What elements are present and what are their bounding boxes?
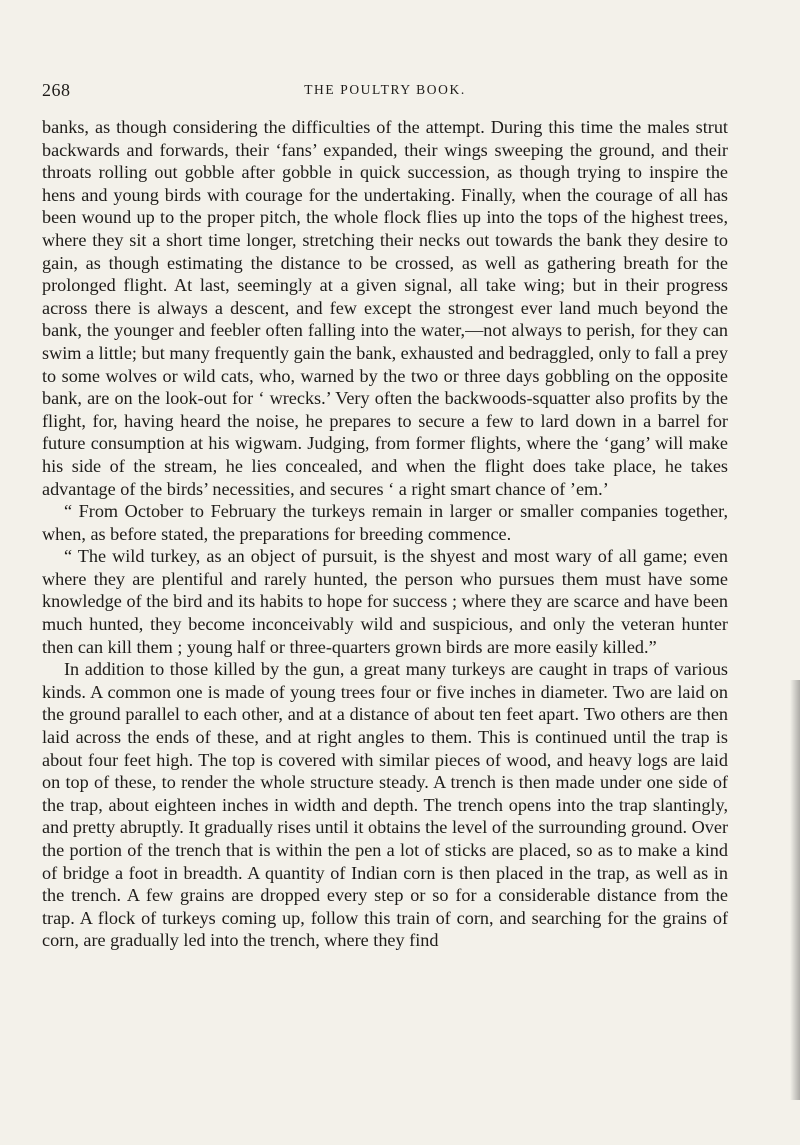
page-header [42, 80, 728, 102]
paragraph-continued: banks, as though considering the difficulties of the attempt. During this time the males strut backwards and forwards, their ‘fans’ expanded, their wings sweeping the ground, and their throats rolling out gobble after gobble in quick succession, as though trying to inspire the hens and young birds with courage for the undertaking. Finally, when the courage of all has been wound up to the proper pitch, the whole flock flies up into the tops of the highest trees, where they sit a short time longer, stretching their necks out towards the bank they desire to gain, as though estimating the distance to be crossed, as well as gathering breath for the prolonged flight. At last, seemingly at a given signal, all take wing; but in their progress across there is always a descent, and few except the strongest ever land much beyond the bank, the younger and feebler often falling into the water,—not always to perish, for they can swim a little; but many frequently gain the bank, exhausted and bedraggled, only to fall a prey to some wolves or wild cats, who, warned by the two or three days gobbling on the opposite bank, are on the look-out for ‘ wrecks.’ Very often the backwoods-squatter also profits by the flight, for, having heard the noise, he prepares to secure a few to lard down in a barrel for future consumption at his wigwam. Judging, from former flights, where the ‘gang’ will make his side of the stream, he lies concealed, and when the flight does take place, he takes advantage of the birds’ necessities, and secures ‘ a right smart chance of ’em.’ [42, 117, 728, 499]
paragraph-traps: In addition to those killed by the gun, a great many turkeys are caught in traps of various kinds. A common one is made of young trees four or five inches in diameter. Two are laid on the ground parallel to each other, and at a distance of about ten feet apart. Two others are then laid across the ends of these, and at right angles to them. This is continued until the trap is about four feet high. The top is covered with similar pieces of wood, and heavy logs are laid on top of these, to render the whole structure steady. A trench is then made under one side of the trap, about eighteen inches in width and depth. The trench opens into the trap slantingly, and pretty abruptly. It gradually rises until it obtains the level of the surrounding ground. Over the portion of the trench that is within the pen a lot of sticks are placed, so as to make a kind of bridge a foot in breadth. A quantity of Indian corn is then placed in the trap, as well as in the trench. A few grains are dropped every step or so for a considerable distance from the trap. A flock of turkeys coming up, follow this train of corn, and searching for the grains of corn, are gradually led into the trench, where they find [42, 659, 728, 951]
body-text [42, 116, 728, 952]
page-edge-shadow [790, 680, 800, 1100]
page-number: 268 [42, 80, 71, 100]
paragraph-quote-october: “ From October to February the turkeys remain in larger or smaller companies together, when, as before stated, the preparations for breeding commence. [42, 501, 728, 544]
running-title: THE POULTRY BOOK. [304, 82, 466, 97]
paragraph-quote-wild-turkey: “ The wild turkey, as an object of pursuit, is the shyest and most wary of all game; even where they are plentiful and rarely hunted, the person who pursues them must have some knowledge of the bird and its habits to hope for success ; where they are scarce and have been much hunted, they become inconceivably wild and suspicious, and only the veteran hunter then can kill them ; young half or three-quarters grown birds are more easily killed.” [42, 546, 728, 657]
